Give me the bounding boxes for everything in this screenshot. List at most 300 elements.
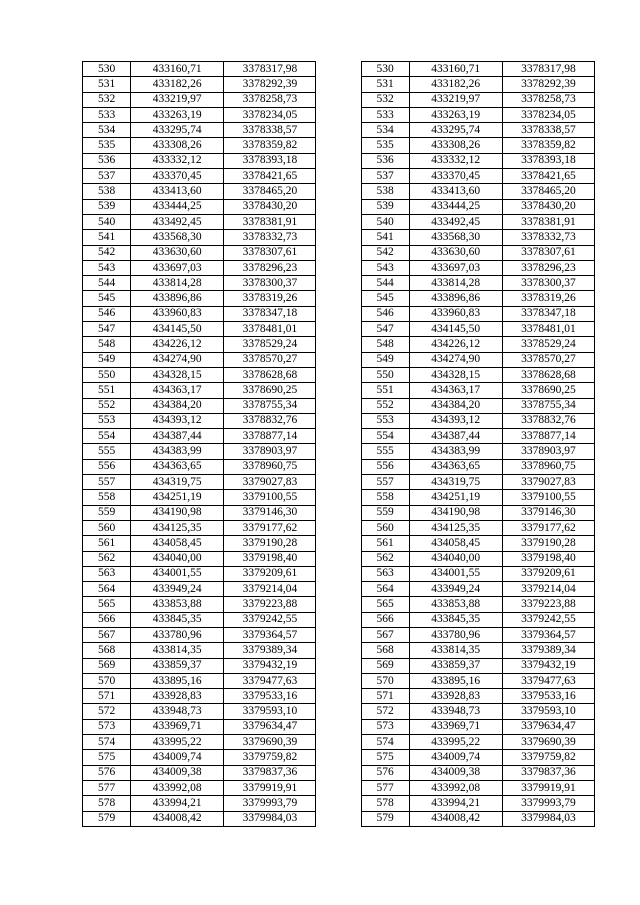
column-gap <box>316 260 361 275</box>
left-y-coordinate-cell: 3379223,88 <box>224 597 316 612</box>
column-gap <box>316 77 361 92</box>
left-x-coordinate-cell: 433814,35 <box>131 643 224 658</box>
right-y-coordinate-cell: 3379477,63 <box>502 673 594 688</box>
right-point-number-cell: 531 <box>361 77 409 92</box>
right-x-coordinate-cell: 433995,22 <box>409 735 502 750</box>
right-y-coordinate-cell: 3378570,27 <box>502 352 594 367</box>
right-y-coordinate-cell: 3378332,73 <box>502 230 594 245</box>
left-point-number-cell: 546 <box>83 306 131 321</box>
table-row <box>83 520 595 535</box>
right-y-coordinate-cell: 3378755,34 <box>502 398 594 413</box>
right-point-number-cell: 556 <box>361 459 409 474</box>
right-x-coordinate-cell: 433845,35 <box>409 612 502 627</box>
right-x-coordinate-cell: 433263,19 <box>409 107 502 122</box>
column-gap <box>316 123 361 138</box>
left-point-number-cell: 563 <box>83 566 131 581</box>
left-x-coordinate-cell: 434009,38 <box>131 765 224 780</box>
left-x-coordinate-cell: 433960,83 <box>131 306 224 321</box>
table-row <box>83 306 595 321</box>
right-x-coordinate-cell: 434009,74 <box>409 750 502 765</box>
left-x-coordinate-cell: 433219,97 <box>131 92 224 107</box>
left-point-number-cell: 570 <box>83 673 131 688</box>
left-y-coordinate-cell: 3379190,28 <box>224 536 316 551</box>
left-point-number-cell: 569 <box>83 658 131 673</box>
table-row <box>83 475 595 490</box>
right-y-coordinate-cell: 3379223,88 <box>502 597 594 612</box>
left-point-number-cell: 561 <box>83 536 131 551</box>
left-y-coordinate-cell: 3378690,25 <box>224 383 316 398</box>
right-x-coordinate-cell: 434040,00 <box>409 551 502 566</box>
left-y-coordinate-cell: 3378481,01 <box>224 322 316 337</box>
left-x-coordinate-cell: 433969,71 <box>131 719 224 734</box>
column-gap <box>316 612 361 627</box>
left-y-coordinate-cell: 3378529,24 <box>224 337 316 352</box>
left-y-coordinate-cell: 3378393,18 <box>224 153 316 168</box>
left-x-coordinate-cell: 433295,74 <box>131 123 224 138</box>
left-point-number-cell: 535 <box>83 138 131 153</box>
table-row <box>83 107 595 122</box>
right-x-coordinate-cell: 433308,26 <box>409 138 502 153</box>
right-y-coordinate-cell: 3378359,82 <box>502 138 594 153</box>
right-y-coordinate-cell: 3378292,39 <box>502 77 594 92</box>
right-x-coordinate-cell: 433370,45 <box>409 169 502 184</box>
right-point-number-cell: 571 <box>361 689 409 704</box>
right-point-number-cell: 565 <box>361 597 409 612</box>
left-point-number-cell: 538 <box>83 184 131 199</box>
right-y-coordinate-cell: 3379993,79 <box>502 796 594 811</box>
right-y-coordinate-cell: 3379242,55 <box>502 612 594 627</box>
left-point-number-cell: 559 <box>83 505 131 520</box>
left-x-coordinate-cell: 434058,45 <box>131 536 224 551</box>
column-gap <box>316 214 361 229</box>
right-x-coordinate-cell: 433948,73 <box>409 704 502 719</box>
left-point-number-cell: 565 <box>83 597 131 612</box>
left-x-coordinate-cell: 433995,22 <box>131 735 224 750</box>
column-gap <box>316 735 361 750</box>
table-row <box>83 750 595 765</box>
left-x-coordinate-cell: 433568,30 <box>131 230 224 245</box>
column-gap <box>316 322 361 337</box>
left-y-coordinate-cell: 3378234,05 <box>224 107 316 122</box>
left-x-coordinate-cell: 433994,21 <box>131 796 224 811</box>
column-gap <box>316 490 361 505</box>
right-x-coordinate-cell: 433568,30 <box>409 230 502 245</box>
left-x-coordinate-cell: 433992,08 <box>131 780 224 795</box>
right-point-number-cell: 564 <box>361 582 409 597</box>
left-x-coordinate-cell: 433896,86 <box>131 291 224 306</box>
right-point-number-cell: 576 <box>361 765 409 780</box>
right-x-coordinate-cell: 433492,45 <box>409 214 502 229</box>
right-x-coordinate-cell: 434387,44 <box>409 429 502 444</box>
column-gap <box>316 107 361 122</box>
column-gap <box>316 796 361 811</box>
left-x-coordinate-cell: 434040,00 <box>131 551 224 566</box>
right-y-coordinate-cell: 3378690,25 <box>502 383 594 398</box>
right-x-coordinate-cell: 433413,60 <box>409 184 502 199</box>
column-gap <box>316 367 361 382</box>
left-point-number-cell: 557 <box>83 475 131 490</box>
left-x-coordinate-cell: 434328,15 <box>131 367 224 382</box>
right-point-number-cell: 562 <box>361 551 409 566</box>
column-gap <box>316 337 361 352</box>
left-point-number-cell: 555 <box>83 444 131 459</box>
right-point-number-cell: 552 <box>361 398 409 413</box>
left-point-number-cell: 575 <box>83 750 131 765</box>
left-y-coordinate-cell: 3378877,14 <box>224 429 316 444</box>
left-point-number-cell: 536 <box>83 153 131 168</box>
table-row <box>83 352 595 367</box>
right-y-coordinate-cell: 3379190,28 <box>502 536 594 551</box>
right-y-coordinate-cell: 3379984,03 <box>502 811 594 826</box>
left-x-coordinate-cell: 433413,60 <box>131 184 224 199</box>
table-row <box>83 383 595 398</box>
left-y-coordinate-cell: 3378465,20 <box>224 184 316 199</box>
table-row <box>83 780 595 795</box>
column-gap <box>316 291 361 306</box>
right-point-number-cell: 532 <box>361 92 409 107</box>
left-point-number-cell: 541 <box>83 230 131 245</box>
left-y-coordinate-cell: 3379214,04 <box>224 582 316 597</box>
column-gap <box>316 627 361 642</box>
table-row <box>83 673 595 688</box>
left-y-coordinate-cell: 3378832,76 <box>224 413 316 428</box>
table-row <box>83 536 595 551</box>
table-row <box>83 260 595 275</box>
table-row <box>83 214 595 229</box>
right-x-coordinate-cell: 434274,90 <box>409 352 502 367</box>
right-y-coordinate-cell: 3379214,04 <box>502 582 594 597</box>
right-x-coordinate-cell: 434226,12 <box>409 337 502 352</box>
left-y-coordinate-cell: 3378338,57 <box>224 123 316 138</box>
right-y-coordinate-cell: 3379177,62 <box>502 520 594 535</box>
left-y-coordinate-cell: 3378300,37 <box>224 276 316 291</box>
right-x-coordinate-cell: 433444,25 <box>409 199 502 214</box>
right-y-coordinate-cell: 3379432,19 <box>502 658 594 673</box>
right-point-number-cell: 566 <box>361 612 409 627</box>
left-point-number-cell: 542 <box>83 245 131 260</box>
left-point-number-cell: 539 <box>83 199 131 214</box>
right-x-coordinate-cell: 433332,12 <box>409 153 502 168</box>
left-point-number-cell: 551 <box>83 383 131 398</box>
table-row <box>83 367 595 382</box>
left-point-number-cell: 547 <box>83 322 131 337</box>
left-y-coordinate-cell: 3379432,19 <box>224 658 316 673</box>
table-row <box>83 77 595 92</box>
left-x-coordinate-cell: 434384,20 <box>131 398 224 413</box>
column-gap <box>316 765 361 780</box>
table-row <box>83 627 595 642</box>
left-point-number-cell: 545 <box>83 291 131 306</box>
right-y-coordinate-cell: 3378481,01 <box>502 322 594 337</box>
right-x-coordinate-cell: 434009,38 <box>409 765 502 780</box>
left-point-number-cell: 540 <box>83 214 131 229</box>
left-point-number-cell: 553 <box>83 413 131 428</box>
left-x-coordinate-cell: 434363,17 <box>131 383 224 398</box>
left-x-coordinate-cell: 433263,19 <box>131 107 224 122</box>
left-point-number-cell: 560 <box>83 520 131 535</box>
left-point-number-cell: 573 <box>83 719 131 734</box>
left-point-number-cell: 534 <box>83 123 131 138</box>
right-x-coordinate-cell: 433960,83 <box>409 306 502 321</box>
right-y-coordinate-cell: 3379919,91 <box>502 780 594 795</box>
table-row <box>83 62 595 77</box>
column-gap <box>316 475 361 490</box>
right-x-coordinate-cell: 433182,26 <box>409 77 502 92</box>
table-row <box>83 291 595 306</box>
left-x-coordinate-cell: 433928,83 <box>131 689 224 704</box>
right-point-number-cell: 550 <box>361 367 409 382</box>
left-x-coordinate-cell: 433182,26 <box>131 77 224 92</box>
table-row <box>83 276 595 291</box>
right-x-coordinate-cell: 434058,45 <box>409 536 502 551</box>
left-point-number-cell: 578 <box>83 796 131 811</box>
left-y-coordinate-cell: 3379993,79 <box>224 796 316 811</box>
right-y-coordinate-cell: 3379690,39 <box>502 735 594 750</box>
column-gap <box>316 153 361 168</box>
right-y-coordinate-cell: 3379209,61 <box>502 566 594 581</box>
right-point-number-cell: 577 <box>361 780 409 795</box>
left-x-coordinate-cell: 433308,26 <box>131 138 224 153</box>
right-y-coordinate-cell: 3378338,57 <box>502 123 594 138</box>
left-y-coordinate-cell: 3378381,91 <box>224 214 316 229</box>
column-gap <box>316 582 361 597</box>
left-point-number-cell: 548 <box>83 337 131 352</box>
right-y-coordinate-cell: 3379389,34 <box>502 643 594 658</box>
column-gap <box>316 658 361 673</box>
right-x-coordinate-cell: 434125,35 <box>409 520 502 535</box>
table-row <box>83 597 595 612</box>
right-x-coordinate-cell: 433630,60 <box>409 245 502 260</box>
column-gap <box>316 245 361 260</box>
left-y-coordinate-cell: 3378430,20 <box>224 199 316 214</box>
left-point-number-cell: 568 <box>83 643 131 658</box>
column-gap <box>316 673 361 688</box>
right-y-coordinate-cell: 3379364,57 <box>502 627 594 642</box>
right-x-coordinate-cell: 433160,71 <box>409 62 502 77</box>
coordinate-table <box>82 61 595 827</box>
table-row <box>83 658 595 673</box>
left-point-number-cell: 576 <box>83 765 131 780</box>
left-y-coordinate-cell: 3379919,91 <box>224 780 316 795</box>
table-row <box>83 643 595 658</box>
right-y-coordinate-cell: 3379146,30 <box>502 505 594 520</box>
right-x-coordinate-cell: 434383,99 <box>409 444 502 459</box>
right-point-number-cell: 543 <box>361 260 409 275</box>
table-row <box>83 413 595 428</box>
left-x-coordinate-cell: 434190,98 <box>131 505 224 520</box>
right-point-number-cell: 572 <box>361 704 409 719</box>
left-x-coordinate-cell: 434319,75 <box>131 475 224 490</box>
left-y-coordinate-cell: 3379027,83 <box>224 475 316 490</box>
right-x-coordinate-cell: 433896,86 <box>409 291 502 306</box>
right-y-coordinate-cell: 3378877,14 <box>502 429 594 444</box>
right-point-number-cell: 536 <box>361 153 409 168</box>
coordinate-sheet <box>82 61 595 827</box>
right-x-coordinate-cell: 433295,74 <box>409 123 502 138</box>
right-x-coordinate-cell: 433994,21 <box>409 796 502 811</box>
left-x-coordinate-cell: 433332,12 <box>131 153 224 168</box>
left-y-coordinate-cell: 3379593,10 <box>224 704 316 719</box>
table-row <box>83 796 595 811</box>
table-row <box>83 153 595 168</box>
right-point-number-cell: 530 <box>361 62 409 77</box>
right-point-number-cell: 567 <box>361 627 409 642</box>
left-point-number-cell: 577 <box>83 780 131 795</box>
left-point-number-cell: 554 <box>83 429 131 444</box>
left-x-coordinate-cell: 434363,65 <box>131 459 224 474</box>
left-y-coordinate-cell: 3379364,57 <box>224 627 316 642</box>
column-gap <box>316 536 361 551</box>
table-row <box>83 398 595 413</box>
right-x-coordinate-cell: 433219,97 <box>409 92 502 107</box>
column-gap <box>316 230 361 245</box>
column-gap <box>316 459 361 474</box>
left-point-number-cell: 533 <box>83 107 131 122</box>
right-y-coordinate-cell: 3378529,24 <box>502 337 594 352</box>
left-x-coordinate-cell: 434001,55 <box>131 566 224 581</box>
table-row <box>83 459 595 474</box>
column-gap <box>316 306 361 321</box>
table-row <box>83 689 595 704</box>
right-x-coordinate-cell: 433697,03 <box>409 260 502 275</box>
column-gap <box>316 398 361 413</box>
table-row <box>83 429 595 444</box>
table-row <box>83 92 595 107</box>
right-x-coordinate-cell: 434384,20 <box>409 398 502 413</box>
left-y-coordinate-cell: 3379242,55 <box>224 612 316 627</box>
left-x-coordinate-cell: 434145,50 <box>131 322 224 337</box>
left-y-coordinate-cell: 3379198,40 <box>224 551 316 566</box>
right-x-coordinate-cell: 433928,83 <box>409 689 502 704</box>
left-y-coordinate-cell: 3378755,34 <box>224 398 316 413</box>
right-point-number-cell: 557 <box>361 475 409 490</box>
left-y-coordinate-cell: 3378332,73 <box>224 230 316 245</box>
right-y-coordinate-cell: 3379533,16 <box>502 689 594 704</box>
right-point-number-cell: 546 <box>361 306 409 321</box>
right-x-coordinate-cell: 433992,08 <box>409 780 502 795</box>
left-point-number-cell: 562 <box>83 551 131 566</box>
column-gap <box>316 566 361 581</box>
right-point-number-cell: 539 <box>361 199 409 214</box>
right-point-number-cell: 541 <box>361 230 409 245</box>
right-point-number-cell: 561 <box>361 536 409 551</box>
left-point-number-cell: 566 <box>83 612 131 627</box>
table-row <box>83 138 595 153</box>
left-x-coordinate-cell: 433160,71 <box>131 62 224 77</box>
left-point-number-cell: 537 <box>83 169 131 184</box>
left-y-coordinate-cell: 3379146,30 <box>224 505 316 520</box>
left-point-number-cell: 572 <box>83 704 131 719</box>
left-y-coordinate-cell: 3378292,39 <box>224 77 316 92</box>
left-x-coordinate-cell: 434387,44 <box>131 429 224 444</box>
column-gap <box>316 704 361 719</box>
column-gap <box>316 444 361 459</box>
right-point-number-cell: 569 <box>361 658 409 673</box>
left-point-number-cell: 531 <box>83 77 131 92</box>
left-x-coordinate-cell: 433859,37 <box>131 658 224 673</box>
column-gap <box>316 719 361 734</box>
table-row <box>83 612 595 627</box>
left-x-coordinate-cell: 434226,12 <box>131 337 224 352</box>
column-gap <box>316 597 361 612</box>
left-point-number-cell: 571 <box>83 689 131 704</box>
left-x-coordinate-cell: 433949,24 <box>131 582 224 597</box>
left-point-number-cell: 550 <box>83 367 131 382</box>
left-x-coordinate-cell: 434383,99 <box>131 444 224 459</box>
right-y-coordinate-cell: 3379027,83 <box>502 475 594 490</box>
left-x-coordinate-cell: 433845,35 <box>131 612 224 627</box>
right-x-coordinate-cell: 434251,19 <box>409 490 502 505</box>
left-y-coordinate-cell: 3378628,68 <box>224 367 316 382</box>
left-point-number-cell: 549 <box>83 352 131 367</box>
table-row <box>83 322 595 337</box>
right-x-coordinate-cell: 434328,15 <box>409 367 502 382</box>
right-point-number-cell: 551 <box>361 383 409 398</box>
left-point-number-cell: 543 <box>83 260 131 275</box>
table-row <box>83 765 595 780</box>
column-gap <box>316 92 361 107</box>
column-gap <box>316 276 361 291</box>
right-point-number-cell: 547 <box>361 322 409 337</box>
right-y-coordinate-cell: 3378347,18 <box>502 306 594 321</box>
column-gap <box>316 520 361 535</box>
left-y-coordinate-cell: 3378319,26 <box>224 291 316 306</box>
column-gap <box>316 429 361 444</box>
column-gap <box>316 184 361 199</box>
right-y-coordinate-cell: 3379634,47 <box>502 719 594 734</box>
left-x-coordinate-cell: 434274,90 <box>131 352 224 367</box>
right-point-number-cell: 542 <box>361 245 409 260</box>
column-gap <box>316 505 361 520</box>
right-x-coordinate-cell: 434190,98 <box>409 505 502 520</box>
right-y-coordinate-cell: 3379837,36 <box>502 765 594 780</box>
column-gap <box>316 352 361 367</box>
right-x-coordinate-cell: 433853,88 <box>409 597 502 612</box>
left-point-number-cell: 552 <box>83 398 131 413</box>
right-y-coordinate-cell: 3379593,10 <box>502 704 594 719</box>
right-x-coordinate-cell: 433814,35 <box>409 643 502 658</box>
left-point-number-cell: 556 <box>83 459 131 474</box>
column-gap <box>316 199 361 214</box>
right-x-coordinate-cell: 433969,71 <box>409 719 502 734</box>
column-gap <box>316 383 361 398</box>
right-x-coordinate-cell: 434363,65 <box>409 459 502 474</box>
right-x-coordinate-cell: 434008,42 <box>409 811 502 826</box>
column-gap <box>316 811 361 826</box>
left-y-coordinate-cell: 3379100,55 <box>224 490 316 505</box>
table-row <box>83 719 595 734</box>
table-row <box>83 735 595 750</box>
left-y-coordinate-cell: 3378317,98 <box>224 62 316 77</box>
right-point-number-cell: 534 <box>361 123 409 138</box>
right-x-coordinate-cell: 434001,55 <box>409 566 502 581</box>
left-x-coordinate-cell: 433948,73 <box>131 704 224 719</box>
left-y-coordinate-cell: 3379533,16 <box>224 689 316 704</box>
left-y-coordinate-cell: 3379837,36 <box>224 765 316 780</box>
table-row <box>83 230 595 245</box>
right-point-number-cell: 578 <box>361 796 409 811</box>
left-y-coordinate-cell: 3378258,73 <box>224 92 316 107</box>
column-gap <box>316 169 361 184</box>
right-x-coordinate-cell: 434363,17 <box>409 383 502 398</box>
table-row <box>83 444 595 459</box>
right-point-number-cell: 555 <box>361 444 409 459</box>
left-x-coordinate-cell: 433444,25 <box>131 199 224 214</box>
column-gap <box>316 62 361 77</box>
right-y-coordinate-cell: 3378317,98 <box>502 62 594 77</box>
left-point-number-cell: 567 <box>83 627 131 642</box>
left-y-coordinate-cell: 3379634,47 <box>224 719 316 734</box>
